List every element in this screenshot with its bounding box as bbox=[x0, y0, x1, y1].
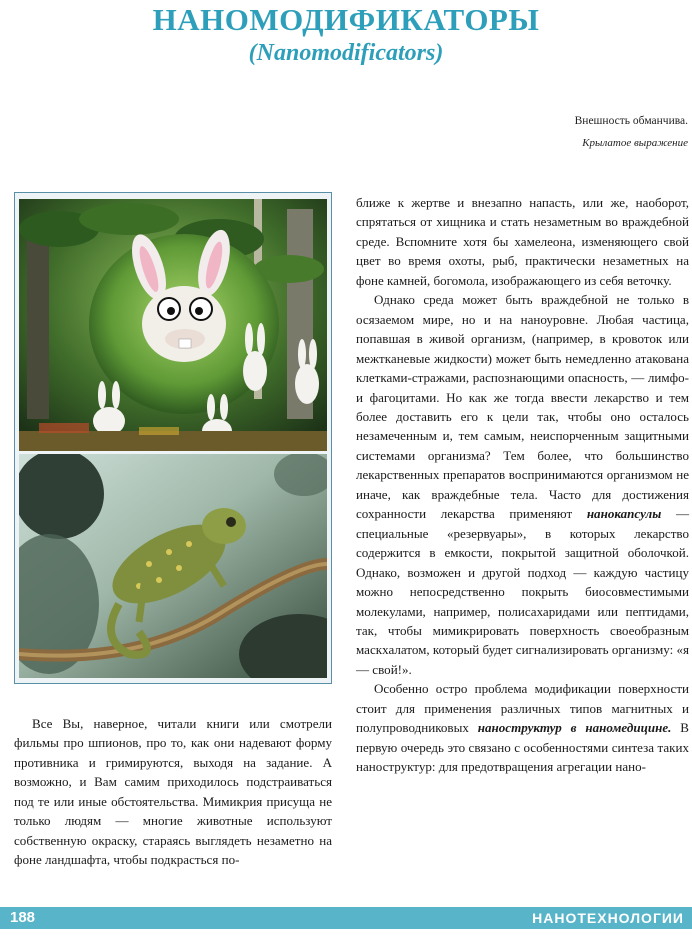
cartoon-bunnies-image bbox=[19, 199, 327, 451]
chameleon-image bbox=[19, 454, 327, 678]
paragraph bbox=[356, 679, 689, 776]
paragraph: Все Вы, наверное, читали книги или смотрели фильмы про шпионов, про то, как они надевают форму противника и гримируются, выходя на задание. А возможно, и Вам самим приходилось подстраиваться под те или иные обстоятельства. Мимикрия присуща не только людям — многие животные используют собственную окраску, стараясь выглядеть незаметно на фоне ландшафта, чтобы подкрасться по- bbox=[14, 716, 332, 868]
article-subtitle: (Nanomodificators) bbox=[248, 40, 444, 66]
epigraph bbox=[575, 110, 688, 154]
epigraph-source: Крылатое выражение bbox=[582, 137, 688, 149]
paragraph-text: — специальные «резервуары», в которых лекарство содержится в емкости, покрытой защитной оболочкой. Однако, возможен и другой подход — каждую частицу можно непосредственно покрыть биосовместимыми молекулами, например, полисахаридами или пептидами, так, чтобы мимикрировать поверхность своеобразным маскхалатом, который будет сигнализировать организму: «я — свой!». bbox=[356, 506, 689, 677]
left-text-column bbox=[14, 714, 332, 870]
chameleon-photo bbox=[19, 454, 327, 678]
figure bbox=[14, 192, 332, 684]
paragraph-text: Однако среда может быть враждебной не только в осязаемом мире, но и на наноуровне. Любая частица, попавшая в живой организм, (например, в кровоток или межтканевые жидкости) может быть немедленно атакована клетками-стражами, распознающими опасность, — лимфо- и фагоцитами. Но как же тогда ввести лекарство и тем более доставить его к цели так, чтобы оно осталось незамеченным и, тем самым, неиспорченным защитными системами организма? Тем более, что большинство лекарственных препаратов воспринимаются организмом не иначе, как враждебные тела. Часто для достижения сохранности лекарства применяют bbox=[356, 292, 689, 522]
page-footer bbox=[0, 907, 692, 929]
page-number: 188 bbox=[10, 909, 36, 926]
term-nanostructures: наноструктур в наномедицине. bbox=[477, 720, 672, 736]
term-nanocapsules: нанокапсулы bbox=[586, 506, 662, 522]
paragraph: ближе к жертве и внезапно напасть, или же, наоборот, спрятаться от хищника и стать незаметным во враждебной среде. Вспомните хотя бы хамелеона, изменяющего свой цвет во время охоты, рыб, практически незаметных на фоне камней, богомола, изображающего из себя веточку. bbox=[356, 195, 689, 288]
journal-name: НАНОТЕХНОЛОГИИ bbox=[532, 910, 684, 926]
paragraph-text: Особенно остро проблема модификации поверхности стоит для применения различных типов магнитных и полупроводниковых bbox=[356, 681, 689, 736]
epigraph-quote: Внешность обманчива. bbox=[574, 115, 688, 127]
paragraph bbox=[356, 290, 689, 679]
article-title: НАНОМОДИФИКАТОРЫ bbox=[152, 2, 540, 37]
paragraph-text: В первую очередь это связано с особенностями синтеза таких наноструктур: для предотвращения агрегации нано- bbox=[356, 720, 689, 775]
right-text-column bbox=[356, 193, 689, 777]
cartoon-bunnies-illustration bbox=[19, 199, 327, 451]
